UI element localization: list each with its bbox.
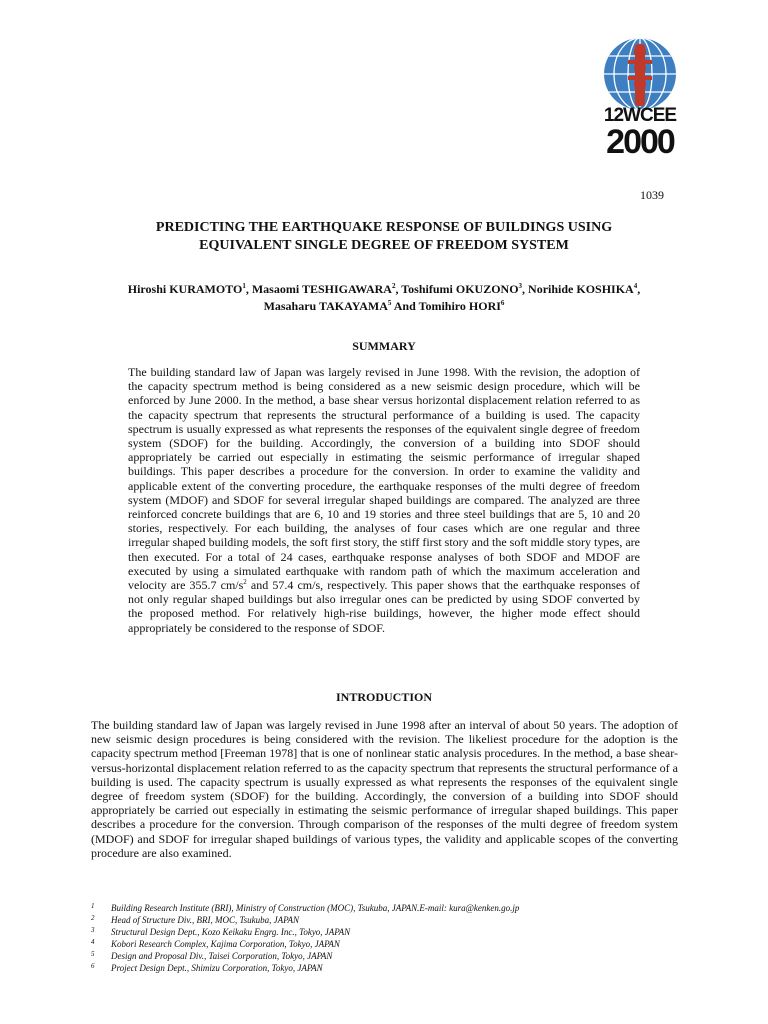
footnote [91,902,691,914]
footnote-text: Design and Proposal Div., Taisei Corporation, Tokyo, JAPAN [111,951,333,962]
author-name: Norihide KOSHIKA [528,282,634,296]
footnote [91,926,691,938]
footnote [91,950,691,962]
summary-heading: SUMMARY [352,339,416,353]
footnotes [91,902,691,975]
unit-superscript: 2 [243,578,247,587]
conference-logo [598,38,682,162]
footnote-number: 3 [91,926,95,935]
author-separator: , [395,282,402,296]
logo-text-2000: 2000 [606,123,674,161]
author-affiliation-sup: 1 [242,282,246,290]
author-separator: , [637,282,641,296]
author-name: Masaharu TAKAYAMA [263,299,388,313]
paper-title [110,219,658,255]
footnote-number: 5 [91,950,95,959]
author-separator: , [522,282,529,296]
author-affiliation-sup: 5 [387,299,392,307]
footnote-number: 1 [91,902,95,910]
footnote-text: Head of Structure Div., BRI, MOC, Tsukuba, JAPAN [111,915,299,926]
author-list [80,281,688,315]
author-name: Tomihiro HORI [418,299,501,313]
introduction-text: The building standard law of Japan was largely revised in June 1998 after an interval of about 50 years. The adoption of new seismic design procedures is being considered with the revision. The likeliest procedure for the adoption is the capacity spectrum method [Freeman 1978] that is one of nonlinear static analysis procedures. In the method, a base shear-versus-horizontal displacement relation referred to as the capacity spectrum that represents the structural performance of a building is used. The capacity spectrum is usually expressed as what represents the responses of the equivalent single degree of freedom system (SDOF) for the building. Accordingly, the conversion of a building into SDOF should appropriately be carried out especially in estimating the seismic performance of irregular shaped buildings. This paper describes a procedure for the conversion. Through comparison of the responses of the multi degree of freedom system (MDOF) and SDOF for irregular shaped buildings of various types, the validity and applicable scopes of the converting procedure are also examined. [91,718,678,860]
author-affiliation-sup: 3 [518,282,523,290]
summary-text [128,365,640,635]
globe-icon [598,38,682,110]
logo-text-12wcee: 12WCEE [603,105,677,126]
title-line-2: EQUIVALENT SINGLE DEGREE OF FREEDOM SYSTEM [199,238,569,253]
page-number: 1039 [640,188,664,202]
footnote-number: 4 [91,938,95,947]
author-name: Masaomi TESHIGAWARA [251,282,392,296]
footnote-text: Project Design Dept., Shimizu Corporation, Tokyo, JAPAN [111,963,323,974]
author-line-1 [80,281,688,298]
author-line-2 [80,298,688,315]
author-affiliation-sup: 4 [633,282,638,290]
summary-text-part-1: The building standard law of Japan was largely revised in June 1998. With the revision, the adoption of the capacity spectrum method is being considered as a new seismic design procedure, which will be enforced by June 2000. In the method, a base shear versus horizontal displacement relation referred to as the capacity spectrum that represents the structural performance of a building is used. The capacity spectrum is usually expressed as what represents the responses of the equivalent single degree of freedom system (SDOF) for the building. Accordingly, the conversion of a building into SDOF should appropriately be carried out especially in estimating the seismic performance of irregular shaped buildings. This paper describes a procedure for the conversion. In order to examine the validity and applicable extent of the converting procedure, the earthquake responses of the multi degree of freedom system (MDOF) and SDOF for several irregular shaped buildings are compared. The analyzed are three reinforced concrete buildings that are 6, 10 and 19 stories and three steel buildings that are 5, 10 and 20 stories, respectively. For each building, the analyses of four cases which are one regular and three irregular shaped building models, the soft first story, the stiff first story and the soft middle story types, are then executed. For a total of 24 cases, earthquake response analyses of both SDOF and MDOF are executed by using a simulated earthquake with random path of which the maximum acceleration and velocity are 355.7 cm/s [128,365,640,593]
footnote [91,914,691,926]
introduction-heading: INTRODUCTION [335,690,432,704]
author-separator: And [391,299,419,313]
title-line-1: PREDICTING THE EARTHQUAKE RESPONSE OF BUILDINGS USING [155,220,613,235]
author-name: Hiroshi KURAMOTO [127,282,243,296]
footnote-number: 6 [91,962,95,971]
author-affiliation-sup: 6 [500,299,505,307]
footnote-number: 2 [91,914,95,923]
author-affiliation-sup: 2 [391,282,396,290]
author-name: Toshifumi OKUZONO [401,282,519,296]
footnote-text: Structural Design Dept., Kozo Keikaku Engrg. Inc., Tokyo, JAPAN [111,927,351,938]
footnote-text: Building Research Institute (BRI), Ministry of Construction (MOC), Tsukuba, JAPAN.E-mail: kura@kenken.go.jp [111,903,520,913]
footnote [91,962,691,974]
footnote-text: Kobori Research Complex, Kajima Corporation, Tokyo, JAPAN [111,939,340,950]
author-separator: , [245,282,252,296]
footnote [91,938,691,950]
summary-text-part-2: and 57.4 cm/s, respectively. This paper shows that the earthquake responses of not only regular shaped buildings but also irregular ones can be predicted by using SDOF converted by the proposed method. For relatively high-rise buildings, however, the higher mode effect should appropriately be considered to the response of SDOF. [128,578,640,635]
